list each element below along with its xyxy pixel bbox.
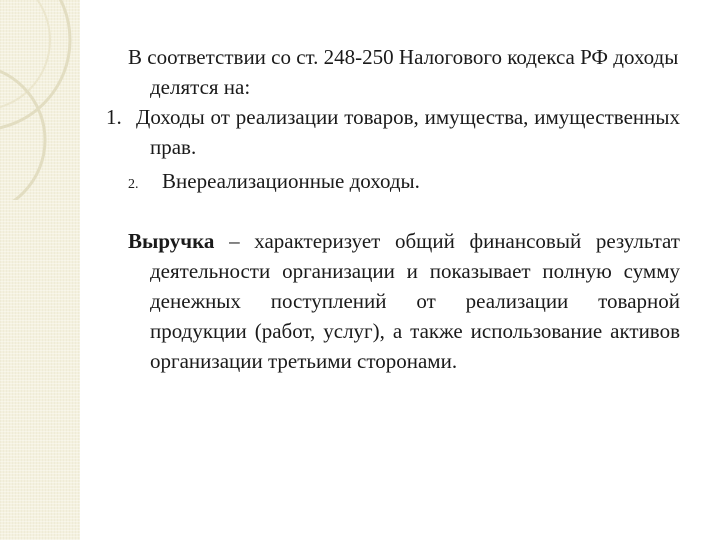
definition-text: – характеризует общий финансовый результат деятельности организации и показывает полную сумму денежных поступлений от реализации товарной продукции (работ, услуг), а также использование активов организации третьими сторонами.	[150, 229, 680, 373]
list-number-2: 2.	[128, 177, 139, 192]
definition-paragraph	[128, 226, 680, 376]
decorative-side-band	[0, 0, 80, 540]
list-item-2	[128, 166, 680, 200]
spacer	[128, 200, 680, 226]
list-text-1-first: Доходы от реализации товаров, имущества,	[136, 105, 529, 129]
intro-paragraph: В соответствии со ст. 248-250 Налогового кодекса РФ доходы делятся на:	[128, 45, 679, 99]
list-text-2: Внереализационные доходы.	[162, 169, 420, 193]
circle-rings-icon	[0, 0, 80, 200]
list-text-1-rest: имущественных прав.	[150, 105, 681, 159]
definition-term: Выручка	[128, 229, 215, 253]
slide-content	[106, 42, 681, 376]
list-item-1: 1. Доходы от реализации товаров, имущества, имущественных прав.	[106, 105, 681, 159]
